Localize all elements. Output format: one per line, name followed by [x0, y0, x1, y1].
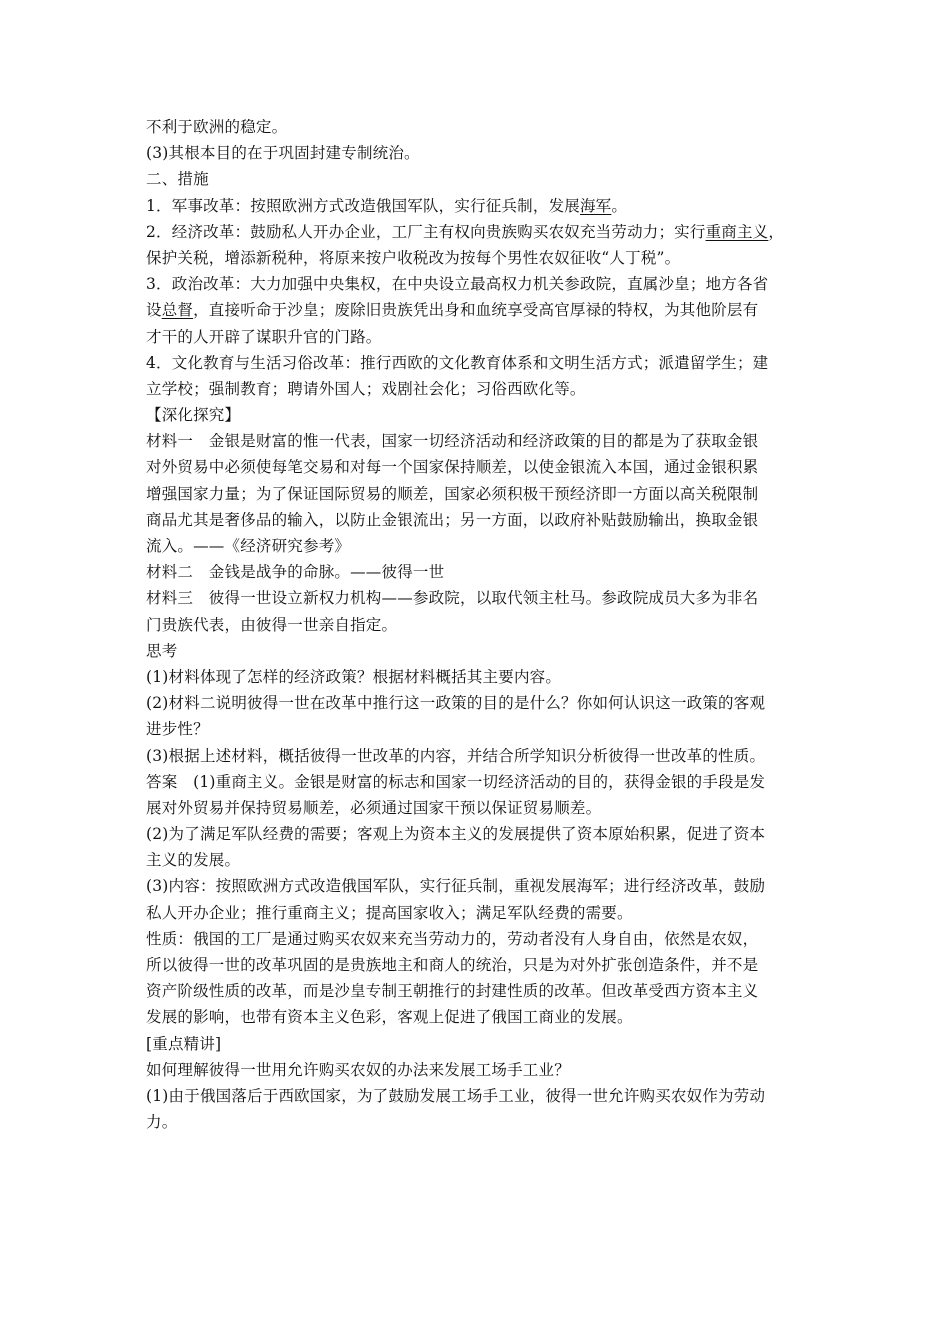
- text-line: [146, 376, 814, 402]
- text-line: [146, 952, 814, 978]
- text-line: [146, 324, 814, 350]
- text-span: 4．文化教育与生活习俗改革：推行西欧的文化教育体系和文明生活方式；派遣留学生；建: [146, 353, 769, 372]
- text-span: 增强国家力量；为了保证国际贸易的顺差，国家必须积极干预经济即一方面以高关税限制: [146, 484, 759, 503]
- text-span: (2)为了满足军队经费的需要；客观上为资本主义的发展提供了资本原始积累，促进了资本: [146, 825, 766, 844]
- text-line: [146, 1083, 814, 1109]
- text-span: (1)由于俄国落后于西欧国家，为了鼓励发展工场手工业，彼得一世允许购买农奴作为劳动: [146, 1086, 766, 1105]
- text-span: 私人开办企业；推行重商主义；提高国家收入；满足军队经费的需要。: [146, 903, 633, 922]
- text-line: [146, 481, 814, 507]
- text-line: [146, 193, 814, 219]
- text-line: [146, 585, 814, 611]
- underlined-term: 海军: [579, 196, 612, 215]
- text-span: 所以彼得一世的改革巩固的是贵族地主和商人的统治，只是为对外扩张创造条件，并不是: [146, 956, 759, 974]
- text-span: ，: [768, 222, 785, 241]
- text-span: [重点精讲]: [146, 1034, 222, 1053]
- text-span: 保护关税，增添新税种，将原来按户收税改为按每个男性农奴征收“人丁税”。: [146, 248, 681, 267]
- text-span: 1．军事改革：按照欧洲方式改造俄国军队，实行征兵制，发展: [146, 196, 580, 215]
- text-line: [146, 559, 814, 585]
- text-span: (1)材料体现了怎样的经济政策？根据材料概括其主要内容。: [146, 667, 562, 686]
- text-line: [146, 716, 814, 742]
- text-line: [146, 1004, 814, 1030]
- text-line: [146, 847, 814, 873]
- text-line: [146, 114, 814, 140]
- text-span: 才干的人开辟了谋职升官的门路。: [146, 327, 382, 346]
- text-line: [146, 978, 814, 1004]
- text-line: [146, 166, 814, 192]
- text-span: ，直接听命于沙皇；废除旧贵族凭出身和血统享受高官厚禄的特权，为其他阶层有: [193, 301, 759, 320]
- text-span: 。: [611, 196, 628, 215]
- text-line: [146, 638, 814, 664]
- text-span: 思考: [146, 641, 178, 660]
- text-span: 门贵族代表，由彼得一世亲自指定。: [146, 615, 398, 634]
- underlined-term: 总督: [161, 301, 194, 320]
- text-line: [146, 1057, 814, 1083]
- text-span: 材料一 金银是财富的惟一代表，国家一切经济活动和经济政策的目的都是为了获取金银: [146, 432, 759, 451]
- text-line: [146, 1031, 814, 1057]
- text-line: [146, 533, 814, 559]
- text-span: 二、措施: [146, 170, 209, 189]
- text-line: [146, 664, 814, 690]
- text-line: [146, 873, 814, 899]
- text-span: 主义的发展。: [146, 851, 241, 870]
- text-line: [146, 795, 814, 821]
- text-span: (3)内容：按照欧洲方式改造俄国军队，实行征兵制，重视发展海军；进行经济改革，鼓励: [146, 877, 766, 896]
- text-span: 如何理解彼得一世用允许购买农奴的办法来发展工场手工业？: [146, 1060, 570, 1079]
- text-line: [146, 690, 814, 716]
- text-span: 商品尤其是奢侈品的输入，以防止金银流出；另一方面，以政府补贴鼓励输出，换取金银: [146, 510, 759, 529]
- text-span: 展对外贸易并保持贸易顺差，必须通过国家干预以保证贸易顺差。: [146, 798, 602, 817]
- text-span: 材料二 金钱是战争的命脉。——彼得一世: [146, 563, 445, 582]
- document-page: [146, 114, 814, 1135]
- text-line: [146, 271, 814, 297]
- text-span: 资产阶级性质的改革，而是沙皇专制王朝推行的封建性质的改革。但改革受西方资本主义: [146, 982, 759, 1001]
- text-line: [146, 821, 814, 847]
- text-line: [146, 140, 814, 166]
- text-span: 材料三 彼得一世设立新权力机构——参政院，以取代领主杜马。参政院成员大多为非名: [146, 589, 759, 608]
- text-line: [146, 454, 814, 480]
- text-span: 2．经济改革：鼓励私人开办企业，工厂主有权向贵族购买农奴充当劳动力；实行: [146, 222, 706, 241]
- text-span: 力。: [146, 1113, 178, 1132]
- text-span: 流入。——《经济研究参考》: [146, 537, 351, 555]
- text-line: [146, 926, 814, 952]
- text-line: [146, 507, 814, 533]
- text-line: [146, 900, 814, 926]
- text-span: 发展的影响，也带有资本主义色彩，客观上促进了俄国工商业的发展。: [146, 1008, 633, 1027]
- text-span: 【深化探究】: [146, 406, 241, 425]
- text-line: [146, 219, 814, 245]
- text-line: [146, 743, 814, 769]
- text-span: 性质：俄国的工厂是通过购买农奴来充当劳动力的，劳动者没有人身自由，依然是农奴，: [146, 929, 759, 948]
- text-span: 答案 (1)重商主义。金银是财富的标志和国家一切经济活动的目的，获得金银的手段是发: [146, 772, 766, 791]
- text-span: 对外贸易中必须使每笔交易和对每一个国家保持顺差，以使金银流入本国，通过金银积累: [146, 458, 759, 477]
- text-line: [146, 350, 814, 376]
- text-span: 不利于欧洲的稳定。: [146, 118, 288, 136]
- text-line: [146, 297, 814, 323]
- text-span: (2)材料二说明彼得一世在改革中推行这一政策的目的是什么？你如何认识这一政策的客观: [146, 694, 766, 713]
- text-line: [146, 769, 814, 795]
- text-line: [146, 245, 814, 271]
- text-span: 设: [146, 301, 162, 320]
- text-span: (3)根据上述材料，概括彼得一世改革的内容，并结合所学知识分析彼得一世改革的性质。: [146, 746, 766, 765]
- text-line: [146, 428, 814, 454]
- text-line: [146, 402, 814, 428]
- text-span: (3)其根本目的在于巩固封建专制统治。: [146, 144, 420, 163]
- text-span: 进步性？: [146, 720, 209, 739]
- text-line: [146, 612, 814, 638]
- underlined-term: 重商主义: [705, 222, 769, 241]
- text-line: [146, 1109, 814, 1135]
- text-span: 3．政治改革：大力加强中央集权，在中央设立最高权力机关参政院，直属沙皇；地方各省: [146, 275, 769, 294]
- text-span: 立学校；强制教育；聘请外国人；戏剧社会化；习俗西欧化等。: [146, 379, 586, 398]
